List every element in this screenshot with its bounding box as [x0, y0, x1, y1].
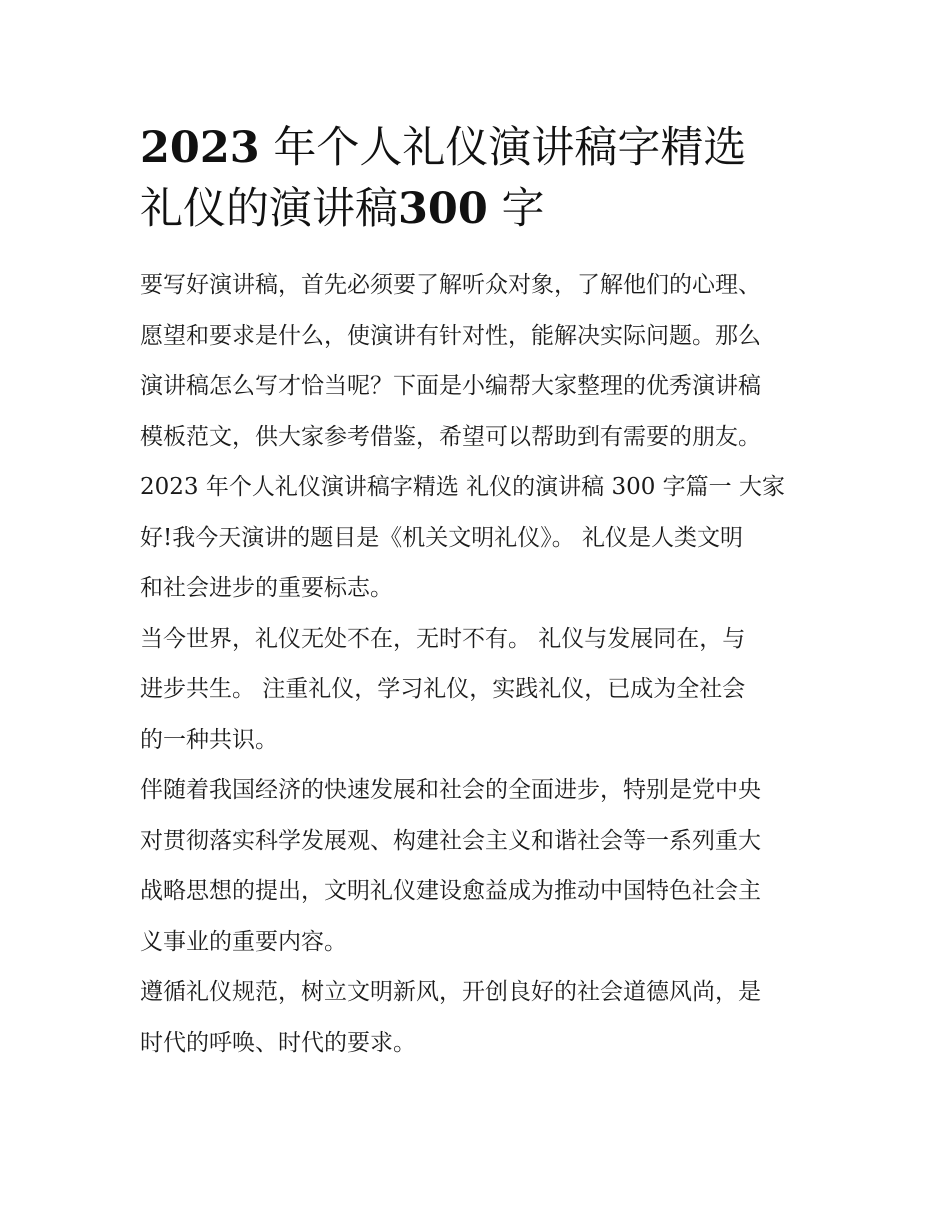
- body-line: 的一种共识。: [140, 726, 278, 753]
- document-title: [140, 118, 812, 240]
- body-line: 2023 年个人礼仪演讲稿字精选 礼仪的演讲稿 300 字篇一 大家: [140, 474, 785, 500]
- body-text: [140, 260, 812, 1068]
- body-line: 战略思想的提出，文明礼仪建设愈益成为推动中国特色社会主: [140, 878, 761, 904]
- body-line: 要写好演讲稿，首先必须要了解听众对象，了解他们的心理、: [140, 272, 761, 298]
- body-line: 进步共生。 注重礼仪，学习礼仪，实践礼仪，已成为全社会: [140, 676, 746, 702]
- body-line: 和社会进步的重要标志。: [140, 575, 393, 601]
- document-content: [140, 118, 812, 1068]
- title-line-2-text-b: 字: [501, 184, 545, 234]
- body-line: 遵循礼仪规范，树立文明新风，开创良好的社会道德风尚，是: [140, 979, 761, 1005]
- title-line-1-text: 年个人礼仪演讲稿字精选: [273, 123, 747, 173]
- body-line: 愿望和要求是什么，使演讲有针对性，能解决实际问题。那么: [140, 322, 761, 349]
- body-line: 义事业的重要内容。: [140, 928, 347, 955]
- title-year: 2023: [140, 123, 260, 173]
- body-line: 对贯彻落实科学发展观、构建社会主义和谐社会等一系列重大: [140, 827, 761, 854]
- body-line: 时代的呼唤、时代的要求。: [140, 1029, 416, 1056]
- title-line-2-text-a: 礼仪的演讲稿: [140, 184, 398, 234]
- body-line: 演讲稿怎么写才恰当呢？下面是小编帮大家整理的优秀演讲稿: [140, 373, 761, 399]
- title-word-count: 300: [398, 184, 488, 234]
- title-line-2: [140, 179, 812, 240]
- body-line: 伴随着我国经济的快速发展和社会的全面进步，特别是党中央: [140, 777, 761, 803]
- title-line-1: [140, 118, 812, 179]
- body-line: 模板范文，供大家参考借鉴，希望可以帮助到有需要的朋友。: [140, 423, 761, 450]
- body-line: 好!我今天演讲的题目是《机关文明礼仪》。 礼仪是人类文明: [140, 524, 744, 551]
- body-line: 当今世界，礼仪无处不在，无时不有。 礼仪与发展同在，与: [140, 625, 746, 652]
